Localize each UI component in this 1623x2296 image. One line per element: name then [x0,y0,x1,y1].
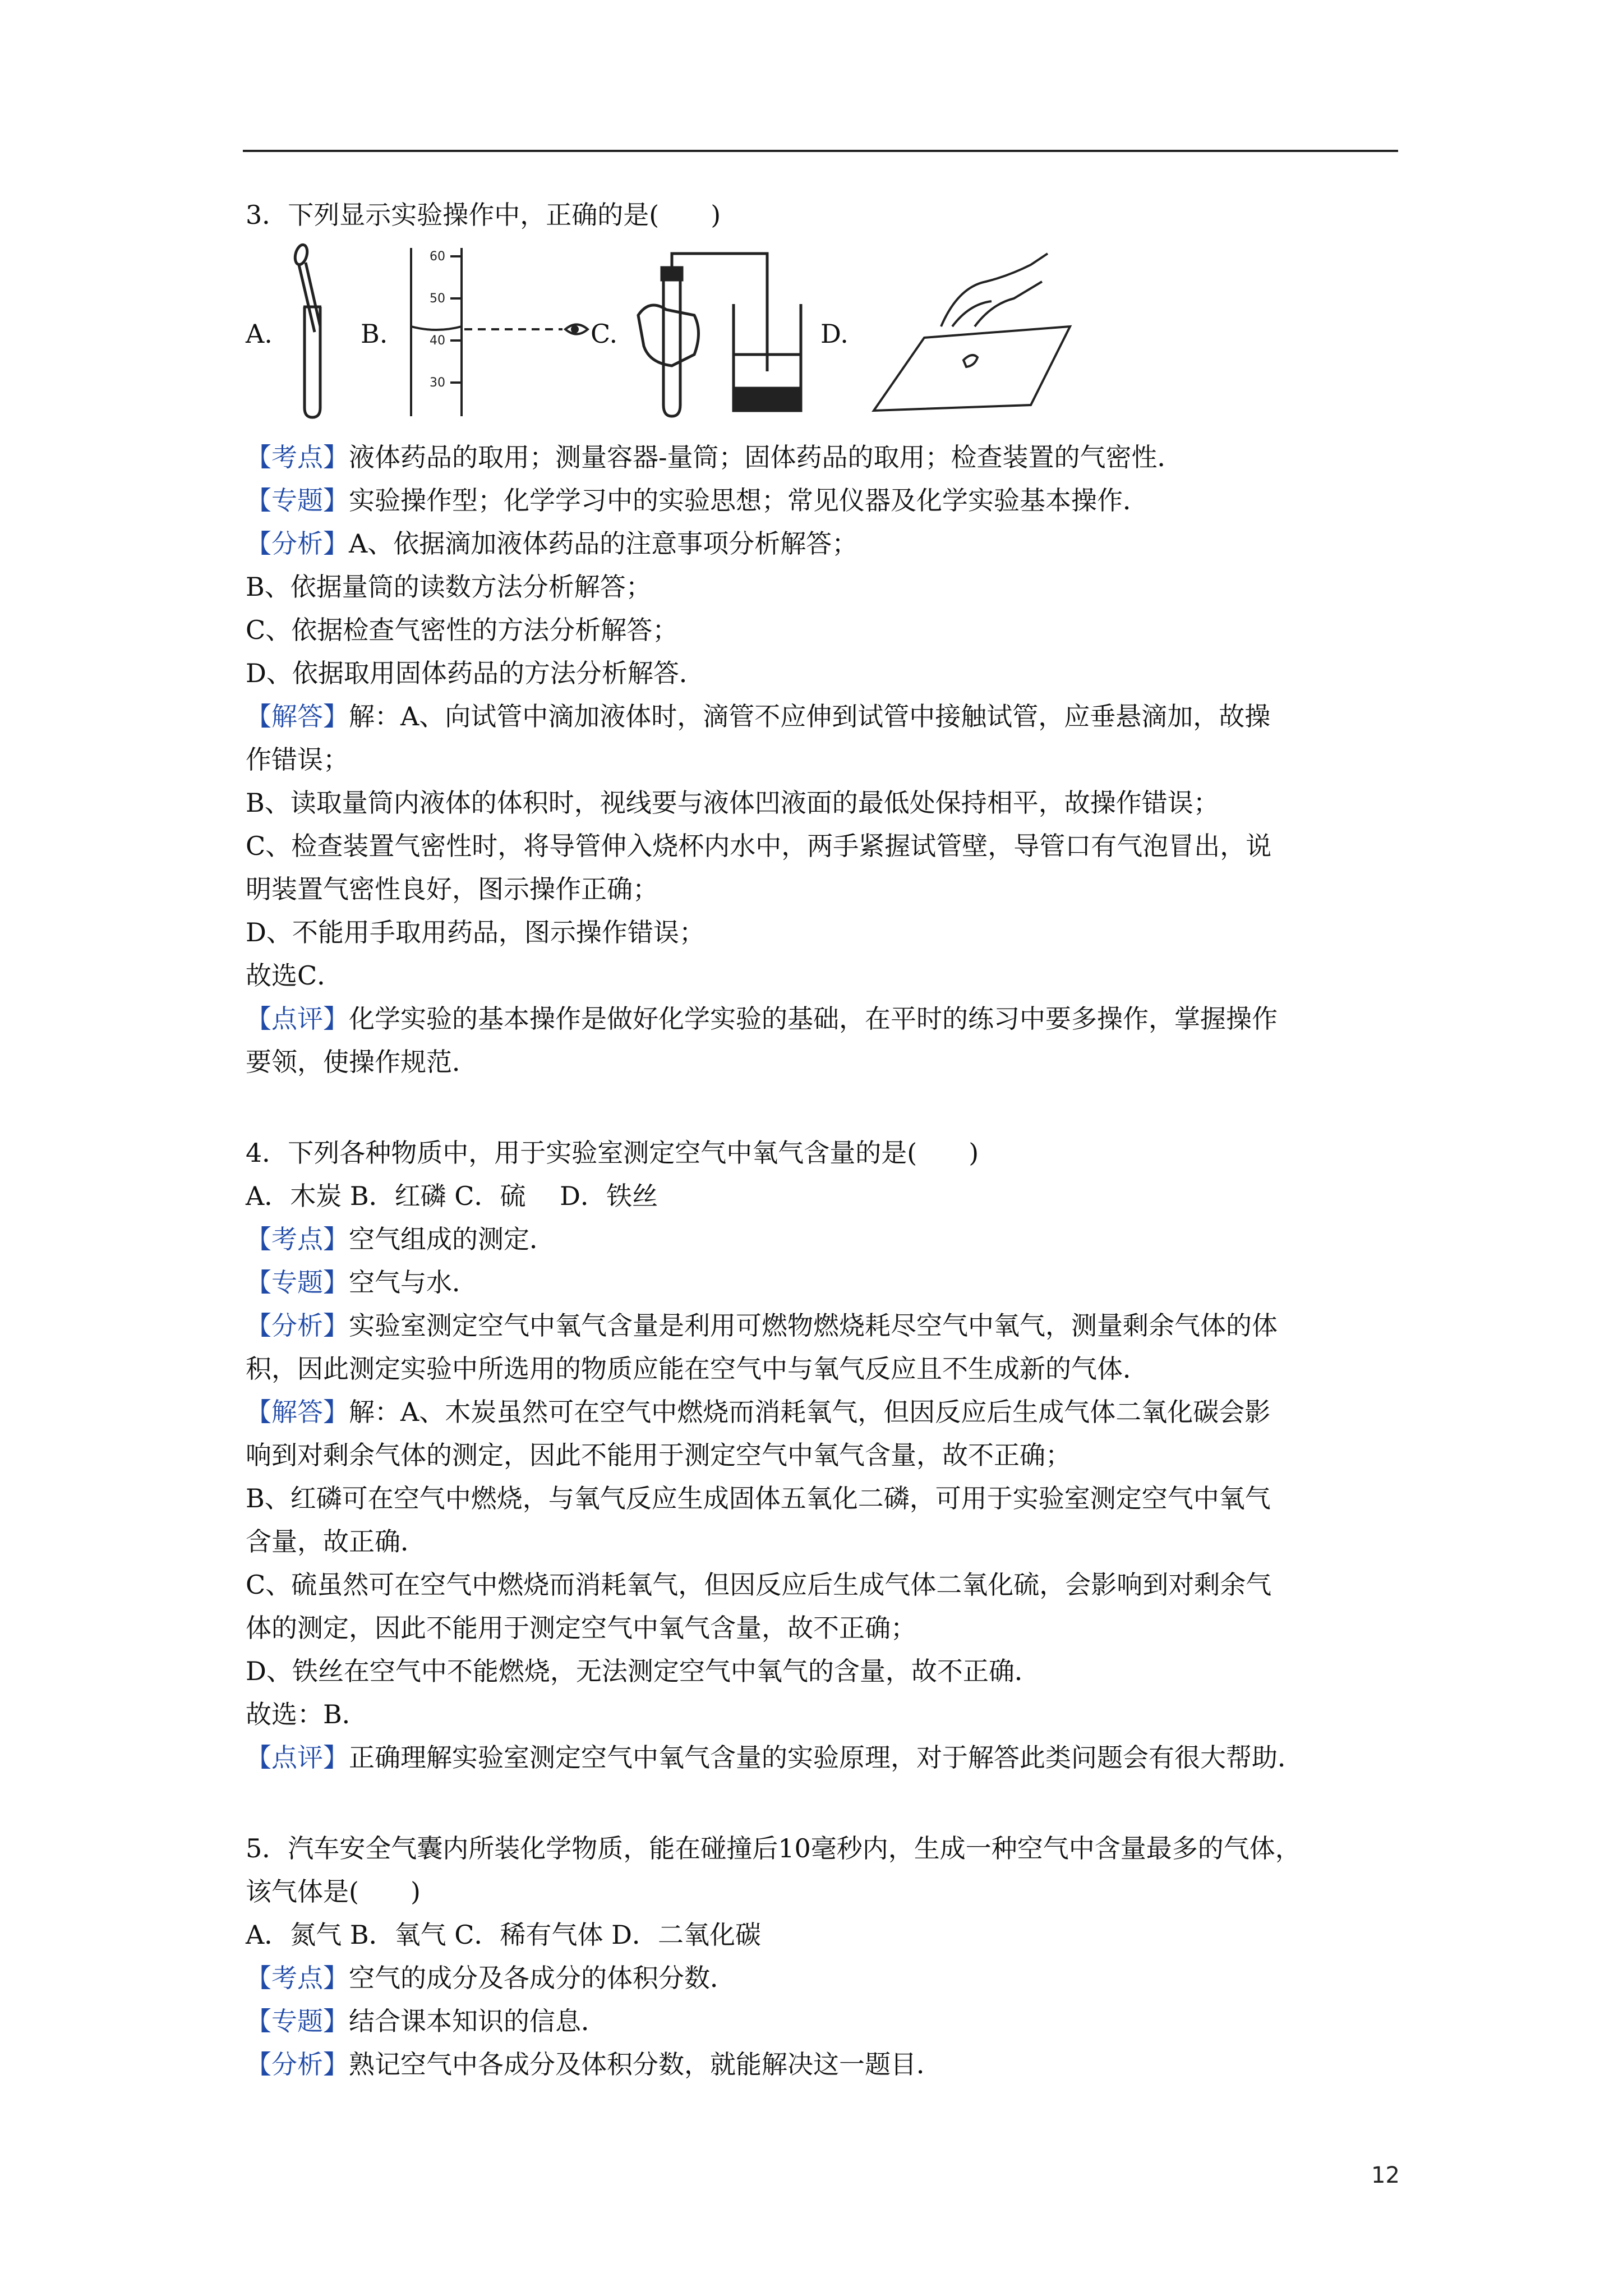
text-line: C、硫虽然可在空气中燃烧而消耗氧气，但因反应后生成气体二氧化硫，会影响到对剩余气 [246,1570,1272,1600]
q4-zhuanti: 【专题】空气与水． [246,1267,478,1297]
dropper-test-tube-figure [276,242,338,422]
page-number: 12 [1371,2162,1400,2188]
text-line: 积，因此测定实验中所选用的物质应能在空气中与氧气反应且不生成新的气体． [246,1354,1149,1384]
tag-kaodian: 【考点】 [246,1963,349,1993]
figure-label-c: C. [591,319,618,349]
text-line: D、铁丝在空气中不能燃烧，无法测定空气中氧气的含量，故不正确． [246,1656,1040,1686]
figure-label-b: B. [361,319,388,349]
text-line: 该气体是( ) [246,1876,421,1907]
tag-kaodian: 【考点】 [246,442,349,472]
text-line: 故选C． [246,960,343,991]
tick-label: 40 [430,334,445,348]
graduated-cylinder-figure [394,242,607,422]
text-line: B、红磷可在空气中燃烧，与氧气反应生成固体五氧化二磷，可用于实验室测定空气中氧气 [246,1483,1271,1513]
q4-dianping: 【点评】正确理解实验室测定空气中氧气含量的实验原理，对于解答此类问题会有很大帮助． [246,1742,1303,1773]
tag-zhuanti: 【专题】 [246,2006,349,2036]
text-line: B、依据量筒的读数方法分析解答； [246,572,652,602]
q4-kaodian: 【考点】空气组成的测定． [246,1224,555,1254]
tag-fenxi: 【分析】 [246,528,349,559]
q3-dianping: 【点评】化学实验的基本操作是做好化学实验的基础，在平时的练习中要多操作，掌握操作 [246,1004,1278,1034]
hand-taking-solid-figure [863,242,1076,422]
figure-label-a: A. [246,319,273,349]
tag-kaodian: 【考点】 [246,1224,349,1254]
q3-question: 3．下列显示实验操作中，正确的是( ) [246,200,721,230]
tag-zhuanti: 【专题】 [246,485,349,516]
tag-jieda: 【解答】 [246,701,349,731]
document-body [246,194,1401,2086]
q4-fenxi: 【分析】实验室测定空气中氧气含量是利用可燃物燃烧耗尽空气中氧气，测量剩余气体的体 [246,1310,1278,1341]
q5-options: A．氮气 B．氧气 C．稀有气体 D．二氧化碳 [246,1920,761,1950]
header-rule [243,150,1398,152]
text-line: 故选：B． [246,1699,368,1729]
q5-zhuanti: 【专题】结合课本知识的信息． [246,2006,607,2036]
text-line: 明装置气密性良好，图示操作正确； [246,874,658,904]
q4-jieda: 【解答】解：A、木炭虽然可在空气中燃烧而消耗氧气，但因反应后生成气体二氧化碳会影 [246,1397,1271,1427]
tag-dianping: 【点评】 [246,1742,349,1773]
text-line: C、检查装置气密性时，将导管伸入烧杯内水中，两手紧握试管壁，导管口有气泡冒出，说 [246,831,1272,861]
text-line: 体的测定，因此不能用于测定空气中氧气含量，故不正确； [246,1613,916,1643]
q3-kaodian: 【考点】液体药品的取用；测量容器-量筒；固体药品的取用；检查装置的气密性． [246,442,1183,472]
tag-fenxi: 【分析】 [246,2049,349,2079]
tag-jieda: 【解答】 [246,1397,349,1427]
q4-options: A．木炭 B．红磷 C．硫 D．铁丝 [246,1181,658,1211]
q4-question: 4．下列各种物质中，用于实验室测定空气中氧气含量的是( ) [246,1138,979,1168]
q5-fenxi: 【分析】熟记空气中各成分及体积分数，就能解决这一题目． [246,2049,942,2079]
figure-label-d: D. [820,319,849,349]
q3-zhuanti: 【专题】实验操作型；化学学习中的实验思想；常见仪器及化学实验基本操作． [246,485,1149,516]
text-line: D、依据取用固体药品的方法分析解答． [246,658,705,688]
q5-question: 5．汽车安全气囊内所装化学物质，能在碰撞后10毫秒内，生成一种空气中含量最多的气体， [246,1833,1301,1864]
text-line: B、读取量筒内液体的体积时，视线要与液体凹液面的最低处保持相平，故操作错误； [246,788,1219,818]
text-line: 含量，故正确． [246,1526,426,1557]
text-line: 响到对剩余气体的测定，因此不能用于测定空气中氧气含量，故不正确； [246,1440,1071,1470]
tick-label: 60 [430,250,445,264]
text-line: C、依据检查气密性的方法分析解答； [246,615,679,645]
q5-kaodian: 【考点】空气的成分及各成分的体积分数． [246,1963,736,1993]
q3-fenxi: 【分析】A、依据滴加液体药品的注意事项分析解答； [246,528,858,559]
tick-label: 50 [430,292,445,306]
text-line: D、不能用手取用药品，图示操作错误； [246,917,705,947]
airtightness-check-figure [633,242,823,422]
q3-jieda: 【解答】解：A、向试管中滴加液体时，滴管不应伸到试管中接触试管，应垂悬滴加，故操 [246,701,1271,731]
text-line: 要领，使操作规范． [246,1047,478,1077]
q3-figures [246,242,1401,427]
tag-zhuanti: 【专题】 [246,1267,349,1297]
text-line: 作错误； [246,744,349,775]
tag-dianping: 【点评】 [246,1004,349,1034]
tag-fenxi: 【分析】 [246,1310,349,1341]
tick-label: 30 [430,376,445,390]
